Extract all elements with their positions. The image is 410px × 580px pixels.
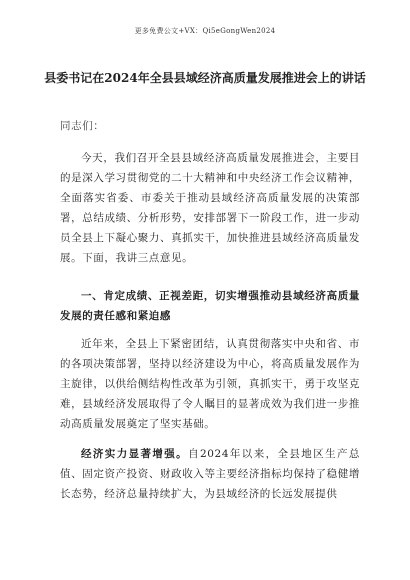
paragraph-intro: 今天，我们召开全县县域经济高质量发展推进会，主要目的是深入学习贯彻党的二十大精神和中央经济工作会议精神，全面落实省委、市委关于推动县域经济高质量发展的决策部署，总结成绩、分析形势，安排部署下一阶段工作，进一步动员全县上下凝心聚力、真抓实干，加快推进县域经济高质量发展。下面，我讲三点意见。 (60, 152, 360, 264)
promo-header-note: 更多免费公文+VX：Qi5eGongWen2024 (134, 27, 276, 35)
document-body (60, 116, 360, 504)
paragraph-lead-text: 经济实力显著增强。 (81, 448, 189, 460)
salutation: 同志们： (60, 120, 105, 132)
section-heading-1: 一、肯定成绩、正视差距，切实增强推动县域经济高质量发展的责任感和紧迫感 (60, 290, 360, 322)
paragraph-economic-strength (60, 444, 360, 504)
spacer (60, 434, 360, 444)
paragraph-body-text: 自2024年以来，全县地区生产总值、固定资产投资、财政收入等主要经济指标均保持了稳健增长态势，经济总量持续扩大，为县域经济的长远发展提供 (60, 448, 360, 500)
document-title: 县委书记在2024年全县县域经济高质量发展推进会上的讲话 (44, 71, 366, 85)
spacer (60, 268, 360, 278)
paragraph-achievements: 近年来，全县上下紧密团结，认真贯彻落实中央和省、市的各项决策部署，坚持以经济建设为中心，将高质量发展作为主旋律，以供给侧结构性改革为引领，真抓实干，勇于攻坚克难，县域经济发展取得了令人瞩目的显著成效为我们进一步推动高质量发展奠定了坚实基础。 (60, 338, 360, 430)
